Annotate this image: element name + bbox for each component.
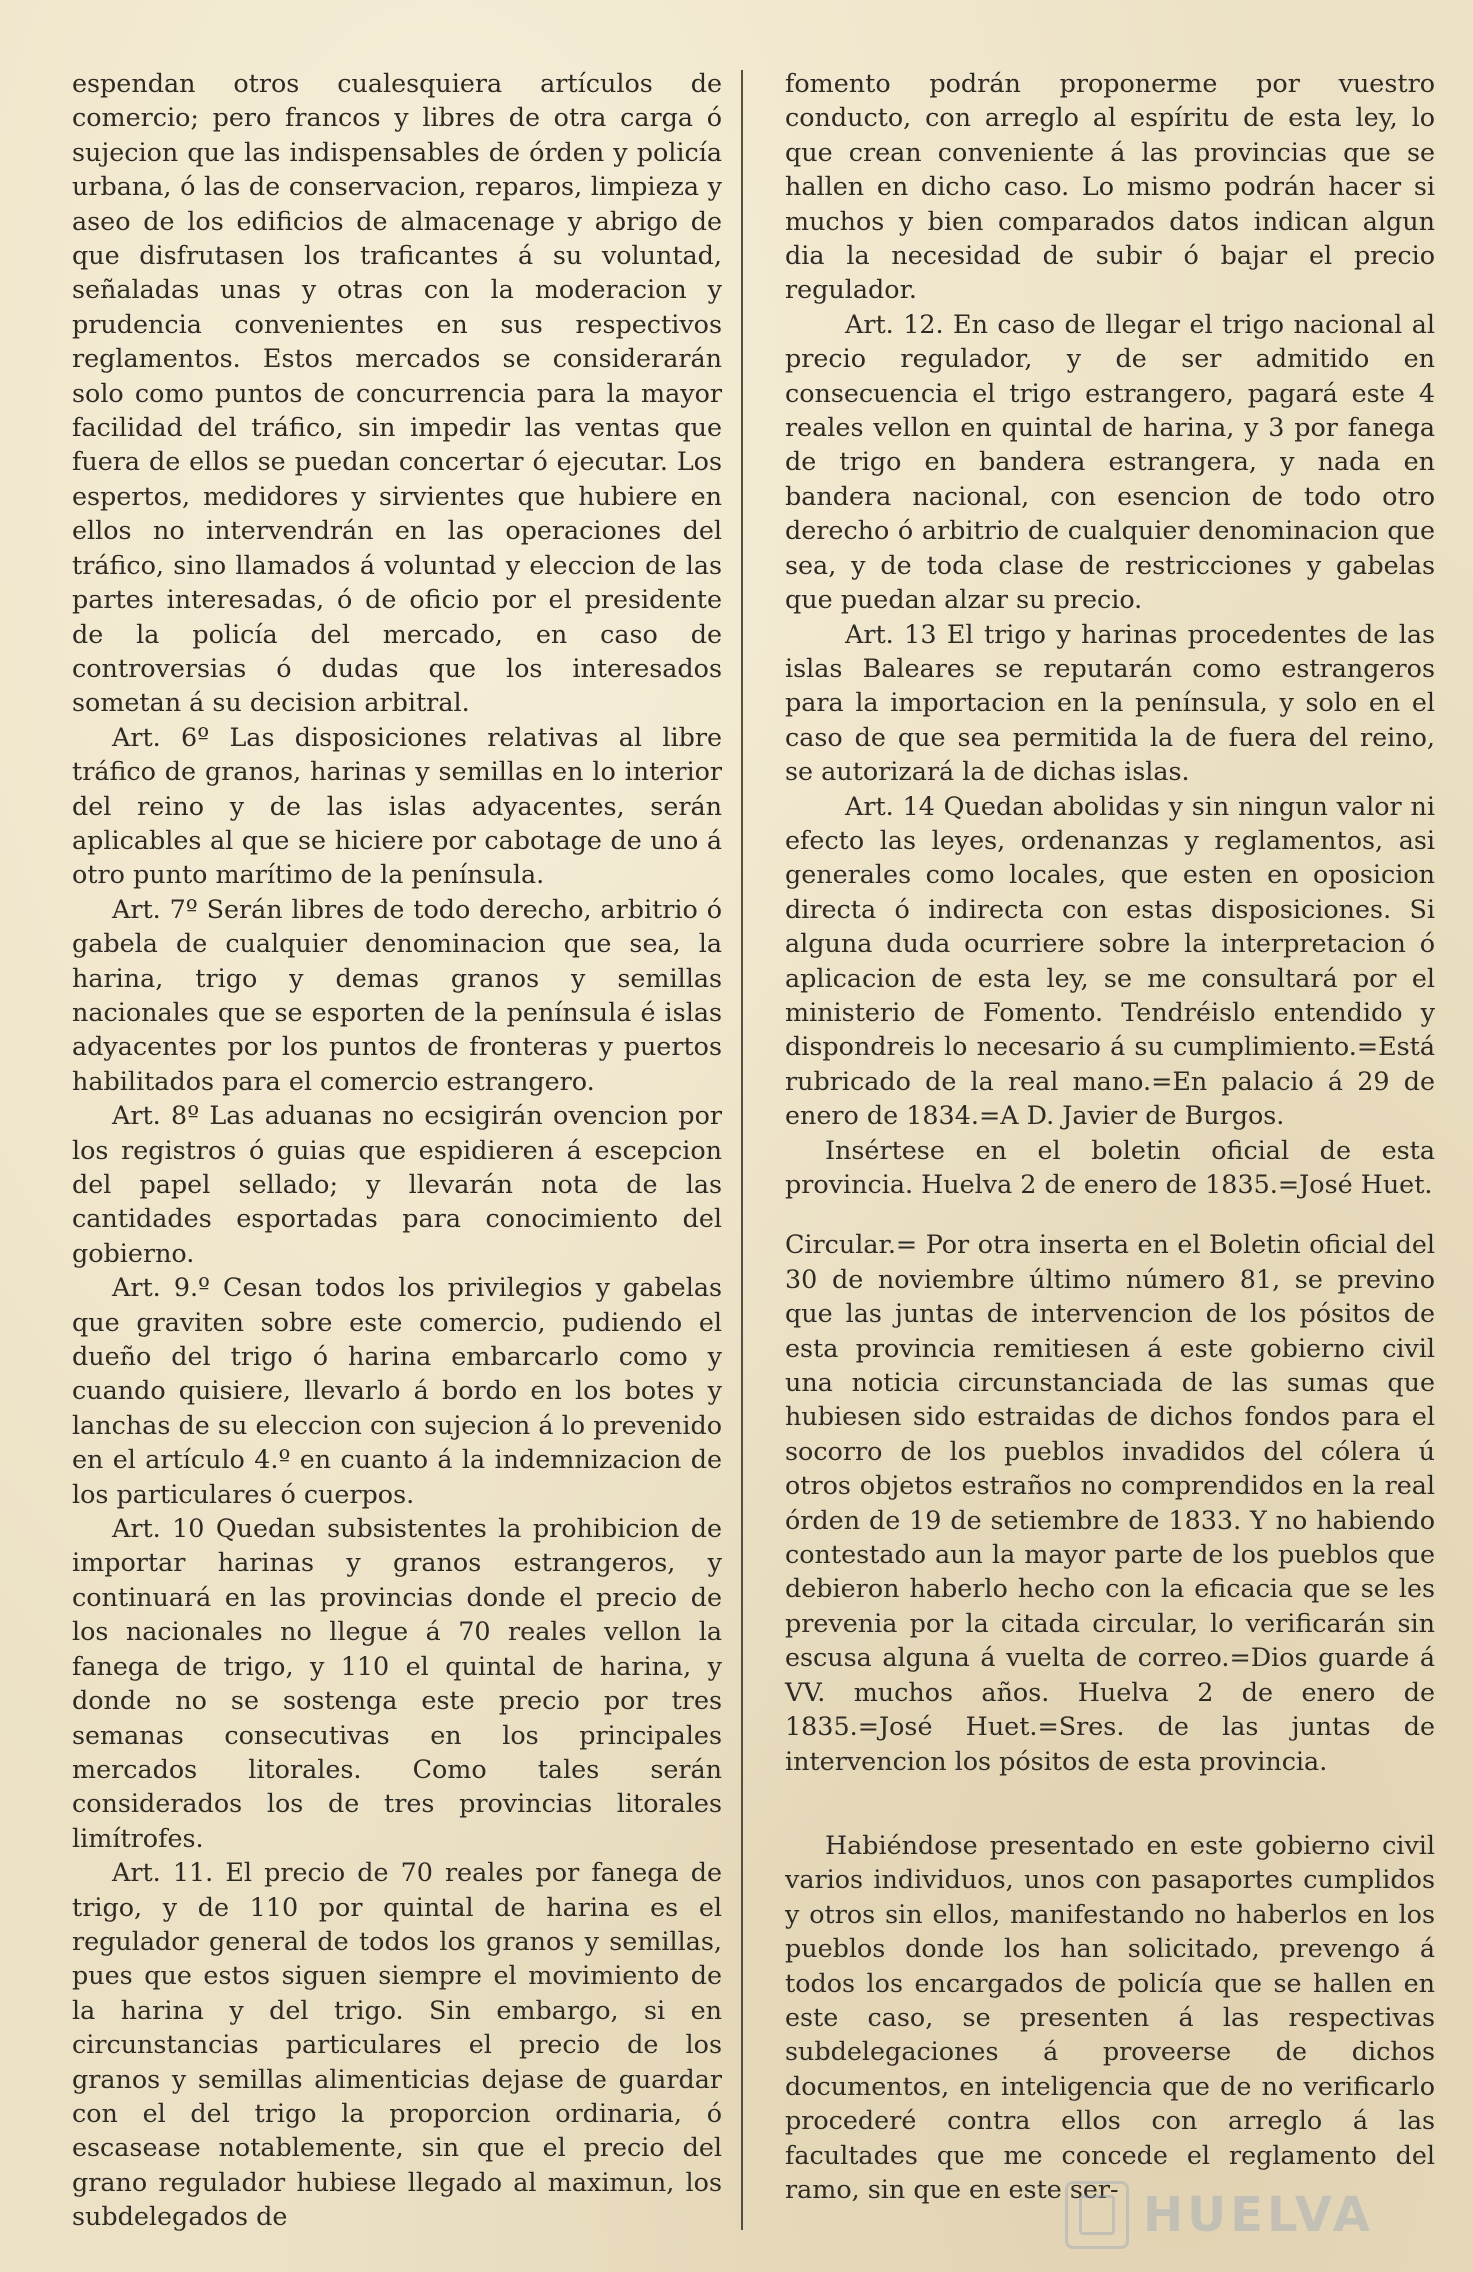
paragraph-pasaportes: Habiéndose presentado en este gobierno civil varios individuos, unos con pasaportes cumplidos y otros sin ellos, manifestando no haberlos en los pueblos donde los han solicitado, prevengo á todos los encargados de policía que se hallen en este caso, se presenten á las respectivas subdelegaciones á proveerse de dichos documentos, en inteligencia que de no verificarlo procederé contra ellos con arreglo á las facultades que me concede el reglamento del ramo, sin que en este ser- (785, 1829, 1435, 2204)
paragraph-art-11: Art. 11. El precio de 70 reales por fanega de trigo, y de 110 por quintal de harina es el regulador general de todos los granos y semillas, pues que estos siguen siempre el movimiento de la harina y del trigo. Sin embargo, si en circunstancias particulares el precio de los granos y semillas alimenticias dejase de guardar con el del trigo la proporcion ordinaria, ó escasease notablemente, sin que el precio del grano regulador hubiese llegado al maximun, los subdelegados de (72, 1857, 722, 2232)
archive-watermark (1065, 2180, 1435, 2250)
left-column (72, 66, 722, 2234)
archive-emblem-icon (1065, 2181, 1129, 2249)
column-divider (741, 70, 743, 2230)
paragraph-art-13: Art. 13 El trigo y harinas procedentes de las islas Baleares se reputarán como estrangeros para la importacion en la península, y solo en el caso de que sea permitida la de fuera del reino, se autorizará la de dichas islas. (785, 618, 1435, 787)
paragraph-fomento: fomento podrán proponerme por vuestro conducto, con arreglo al espíritu de esta ley, lo que crean conveniente á las provincias que se hallen en dicho caso. Lo mismo podrán hacer si muchos y bien comparados datos indican algun dia la necesidad de subir ó bajar el precio regulador. (785, 68, 1435, 305)
right-column (785, 66, 1435, 2206)
paragraph-art-12: Art. 12. En caso de llegar el trigo nacional al precio regulador, y de ser admitido en consecuencia el trigo estrangero, pagará este 4 reales vellon en quintal de harina, y 3 por fanega de trigo en bandera estrangera, y nada en bandera nacional, con esencion de todo otro derecho ó arbitrio de cualquier denominacion que sea, y de toda clase de restricciones y gabelas que puedan alzar su precio. (785, 308, 1435, 615)
paragraph-art-7: Art. 7º Serán libres de todo derecho, arbitrio ó gabela de cualquier denominacion que sea, la harina, trigo y demas granos y semillas nacionales que se esporten de la península é islas adyacentes por los puntos de fronteras y puertos habilitados para el comercio estrangero. (72, 893, 722, 1096)
paragraph-art-14: Art. 14 Quedan abolidas y sin ningun valor ni efecto las leyes, ordenanzas y reglamentos, asi generales como locales, que esten en oposicion directa ó indirecta con estas disposiciones. Si alguna duda ocurriere sobre la interpretacion ó aplicacion de esta ley, se me consultará por el ministerio de Fomento. Tendréislo entendido y dispondreis lo necesario á su cumplimiento.=Está rubricado de la real mano.=En palacio á 29 de enero de 1834.=A D. Javier de Burgos. (785, 790, 1435, 1131)
paragraph-insertese: Insértese en el boletin oficial de esta provincia. Huelva 2 de enero de 1835.=José Huet. (785, 1134, 1435, 1199)
paragraph-continuation: espendan otros cualesquiera artículos de comercio; pero francos y libres de otra carga ó sujecion que las indispensables de órden y policía urbana, ó las de conservacion, reparos, limpieza y aseo de los edificios de almacenage y abrigo de que disfrutasen los traficantes á su voluntad, señaladas unas y otras con la moderacion y prudencia convenientes en sus respectivos reglamentos. Estos mercados se considerarán solo como puntos de concurrencia para la mayor facilidad del tráfico, sin impedir las ventas que fuera de ellos se puedan concertar ó ejecutar. Los espertos, medidores y sirvientes que hubiere en ellos no intervendrán en las operaciones del tráfico, sino llamados á voluntad y eleccion de las partes interesadas, ó de oficio por el presidente de la policía del mercado, en caso de controversias ó dudas que los interesados sometan á su decision arbitral. (72, 68, 722, 718)
watermark-text: HUELVA (1143, 2187, 1374, 2243)
paragraph-art-8: Art. 8º Las aduanas no ecsigirán ovencion por los registros ó guias que espidieren á escepcion del papel sellado; y llevarán nota de las cantidades esportadas para conocimiento del gobierno. (72, 1100, 722, 1268)
paragraph-art-9: Art. 9.º Cesan todos los privilegios y gabelas que graviten sobre este comercio, pudiendo el dueño del trigo ó harina embarcarlo como y cuando quisiere, llevarlo á bordo en los botes y lanchas de su eleccion con sujecion á lo prevenido en el artículo 4.º en cuanto á la indemnizacion de los particulares ó cuerpos. (72, 1272, 722, 1509)
paragraph-circular: Circular.= Por otra inserta en el Boletin oficial del 30 de noviembre último número 81, se previno que las juntas de intervencion de los pósitos de esta provincia remitiesen á este gobierno civil una noticia circunstanciada de las sumas que hubiesen sido estraidas de dichos fondos para el socorro de los pueblos invadidos del cólera ú otros objetos estraños no comprendidos en la real órden de 19 de setiembre de 1833. Y no habiendo contestado aun la mayor parte de los pueblos que debieron haberlo hecho con la eficacia que se les prevenia por la citada circular, lo verificarán sin escusa alguna á vuelta de correo.=Dios guarde á VV. muchos años. Huelva 2 de enero de 1835.=José Huet.=Sres. de las juntas de intervencion los pósitos de esta provincia. (785, 1229, 1435, 1776)
paragraph-art-6: Art. 6º Las disposiciones relativas al libre tráfico de granos, harinas y semillas en lo interior del reino y de las islas adyacentes, serán aplicables al que se hiciere por cabotage de uno á otro punto marítimo de la península. (72, 721, 722, 890)
paragraph-art-10: Art. 10 Quedan subsistentes la prohibicion de importar harinas y granos estrangeros, y continuará en las provincias donde el precio de los nacionales no llegue á 70 reales vellon la fanega de trigo, y 110 el quintal de harina, y donde no se sostenga este precio por tres semanas consecutivas en los principales mercados litorales. Como tales serán considerados los de tres provincias litorales limítrofes. (72, 1513, 722, 1853)
